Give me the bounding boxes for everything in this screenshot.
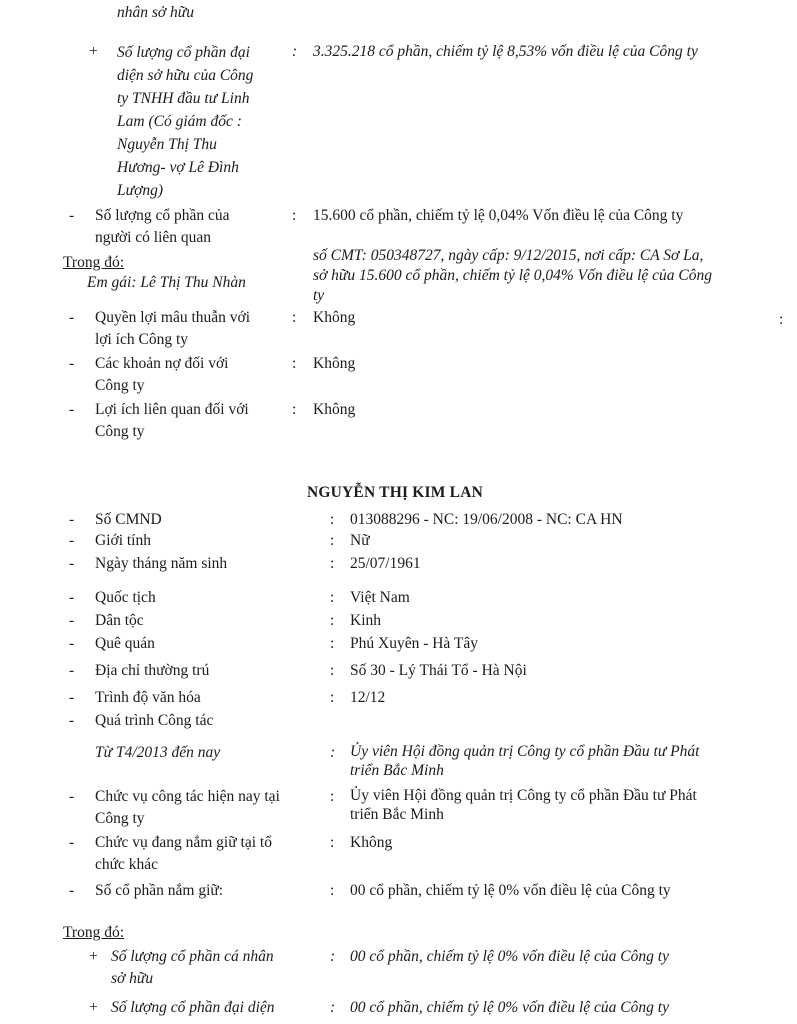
gender-label: Giới tính	[95, 532, 151, 549]
related-shares-label: Số lượng cổ phần của người có liên quan	[95, 207, 230, 246]
colon: :	[330, 882, 335, 899]
education-label: Trình độ văn hóa	[95, 689, 201, 706]
bullet-dash: -	[69, 532, 75, 549]
colon: :	[330, 689, 335, 706]
bullet-dash: -	[69, 401, 75, 418]
colon: :	[292, 207, 297, 224]
person-name-heading: NGUYỄN THỊ KIM LAN	[307, 484, 483, 501]
linh-lam-shares-value: 3.325.218 cổ phần, chiếm tỷ lệ 8,53% vốn điều lệ của Công ty	[313, 43, 698, 60]
bullet-dash: -	[69, 612, 75, 629]
individual-shares-value: 00 cổ phần, chiếm tỷ lệ 0% vốn điều lệ của Công ty	[350, 948, 669, 965]
gender-value: Nữ	[350, 532, 370, 549]
related-shares-value: 15.600 cổ phần, chiếm tỷ lệ 0,04% Vốn điều lệ của Công ty	[313, 207, 684, 224]
colon: :	[292, 355, 297, 372]
education-value: 12/12	[350, 689, 386, 706]
bullet-dash: -	[69, 635, 75, 652]
work-history-label: Quá trình Công tác	[95, 712, 214, 729]
bullet-plus: +	[89, 948, 98, 965]
bullet-dash: -	[69, 207, 75, 224]
nationality-value: Việt Nam	[350, 589, 410, 606]
bullet-plus: +	[89, 43, 98, 60]
shares-held-label: Số cổ phần nắm giữ:	[95, 882, 224, 899]
work-period: Từ T4/2013 đến nay	[95, 744, 221, 761]
debts-label: Các khoản nợ đối với Công ty	[95, 355, 229, 394]
colon: :	[330, 532, 335, 549]
bullet-dash: -	[69, 511, 75, 528]
nationality-label: Quốc tịch	[95, 589, 156, 606]
bullet-dash: -	[69, 355, 75, 372]
ethnicity-label: Dân tộc	[95, 612, 144, 629]
other-positions-value: Không	[350, 834, 393, 851]
current-position-value: Ủy viên Hội đồng quản trị Công ty cổ phần Đầu tư Phát triển Bắc Minh	[350, 787, 697, 823]
current-position-label: Chức vụ công tác hiện nay tại Công ty	[95, 788, 280, 827]
colon: :	[292, 401, 297, 418]
other-positions-label: Chức vụ đang nắm giữ tại tổ chức khác	[95, 834, 272, 873]
address-label: Địa chỉ thường trú	[95, 662, 210, 679]
id-label: Số CMND	[95, 511, 162, 528]
colon: :	[292, 43, 298, 60]
interests-label: Lợi ích liên quan đối với Công ty	[95, 401, 249, 440]
colon: :	[330, 948, 336, 965]
birthdate-value: 25/07/1961	[350, 555, 421, 572]
bullet-dash: -	[69, 834, 75, 851]
birthdate-label: Ngày tháng năm sinh	[95, 555, 228, 572]
linh-lam-shares-label: Số lượng cổ phần đại diện sở hữu của Công ty TNHH đầu tư Linh Lam (Có giám đốc : Nguyễn Thị Thu Hương- vợ Lê Đình Lượng)	[117, 44, 254, 199]
trong-do-heading: Trong đó:	[63, 254, 125, 271]
colon: :	[330, 555, 335, 572]
hometown-value: Phú Xuyên - Hà Tây	[350, 635, 478, 652]
stray-colon: :	[779, 311, 784, 328]
bullet-dash: -	[69, 788, 75, 805]
id-value: 013088296 - NC: 19/06/2008 - NC: CA HN	[350, 511, 623, 528]
represent-shares-label: Số lượng cổ phần đại diện	[111, 999, 275, 1016]
work-history-value: Ủy viên Hội đồng quản trị Công ty cổ phần Đầu tư Phát triển Bắc Minh	[350, 743, 700, 779]
colon: :	[330, 788, 335, 805]
bullet-dash: -	[69, 882, 75, 899]
colon: :	[330, 511, 335, 528]
colon: :	[330, 612, 335, 629]
bullet-dash: -	[69, 589, 75, 606]
bullet-dash: -	[69, 689, 75, 706]
ethnicity-value: Kinh	[350, 612, 381, 629]
fragment-owner: nhân sở hữu	[117, 4, 195, 21]
colon: :	[330, 635, 335, 652]
colon: :	[330, 662, 335, 679]
colon: :	[330, 589, 335, 606]
sister-label: Em gái: Lê Thị Thu Nhàn	[87, 274, 246, 291]
conflict-value: Không	[313, 309, 356, 326]
conflict-label: Quyền lợi mâu thuẫn với lợi ích Công ty	[95, 309, 251, 348]
bullet-dash: -	[69, 555, 75, 572]
bullet-dash: -	[69, 662, 75, 679]
colon: :	[330, 744, 336, 761]
colon: :	[330, 834, 335, 851]
trong-do-heading-2: Trong đó:	[63, 924, 125, 941]
interests-value: Không	[313, 401, 356, 418]
bullet-dash: -	[69, 712, 75, 729]
bullet-plus: +	[89, 999, 98, 1016]
hometown-label: Quê quán	[95, 635, 155, 652]
debts-value: Không	[313, 355, 356, 372]
colon: :	[330, 999, 336, 1016]
sister-details: số CMT: 050348727, ngày cấp: 9/12/2015, nơi cấp: CA Sơ La, sở hữu 15.600 cổ phần, chiếm tỷ lệ 0,04% Vốn điều lệ của Công ty	[313, 247, 712, 304]
colon: :	[292, 309, 297, 326]
represent-shares-value: 00 cổ phần, chiếm tỷ lệ 0% vốn điều lệ của Công ty	[350, 999, 669, 1016]
shares-held-value: 00 cổ phần, chiếm tỷ lệ 0% vốn điều lệ của Công ty	[350, 882, 671, 899]
address-value: Số 30 - Lý Thái Tổ - Hà Nội	[350, 662, 527, 679]
bullet-dash: -	[69, 309, 75, 326]
individual-shares-label: Số lượng cổ phần cá nhân sở hữu	[111, 948, 274, 987]
